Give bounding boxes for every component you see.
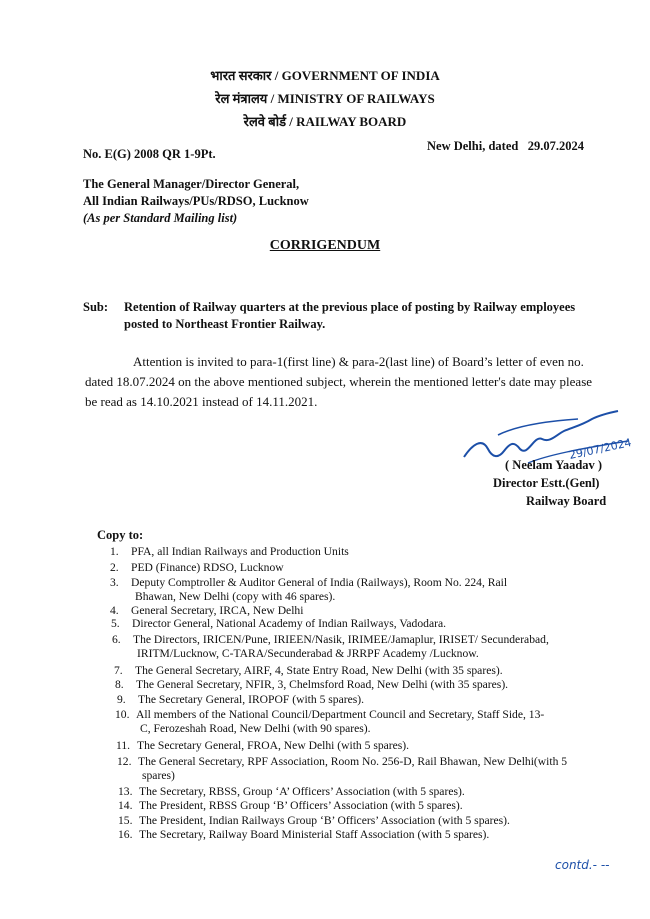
copy-to-item-line: The General Secretary, AIRF, 4, State Entry Road, New Delhi (with 35 spares). <box>135 664 503 677</box>
copy-to-item-line: The President, Indian Railways Group ‘B’ Officers’ Association (with 5 spares). <box>139 814 510 827</box>
copy-to-item-number: 11. <box>116 739 131 752</box>
signatory-name: ( Neelam Yaadav ) <box>505 458 603 472</box>
copy-to-item-line: Director General, National Academy of Indian Railways, Vadodara. <box>132 617 446 630</box>
copy-to-item-number: 10. <box>115 708 130 721</box>
copy-to-item-line: The General Secretary, RPF Association, Room No. 256-D, Rail Bhawan, New Delhi(with 5 <box>138 755 568 768</box>
header-line-government: भारत सरकार / GOVERNMENT OF INDIA <box>210 68 440 83</box>
copy-to-item-line: spares) <box>142 769 175 782</box>
copy-to-item-line: PED (Finance) RDSO, Lucknow <box>131 561 284 574</box>
copy-to-item-number: 13. <box>118 785 133 798</box>
copy-to-item-number: 7. <box>114 664 123 677</box>
copy-to-item-line: General Secretary, IRCA, New Delhi <box>131 604 304 617</box>
copy-to-item-line: The President, RBSS Group ‘B’ Officers’ Association (with 5 spares). <box>139 799 463 812</box>
copy-to-item-number: 6. <box>112 633 121 646</box>
subject-line-1: Retention of Railway quarters at the previous place of posting by Railway employees <box>124 300 576 314</box>
signatory-designation: Director Estt.(Genl) <box>493 476 600 490</box>
addressee-line-3: (As per Standard Mailing list) <box>83 211 238 225</box>
copy-to-item-number: 8. <box>115 678 124 691</box>
addressee-line-1: The General Manager/Director General, <box>83 177 300 191</box>
body-line-3: be read as 14.10.2021 instead of 14.11.2021. <box>85 394 318 409</box>
copy-to-item-number: 5. <box>111 617 120 630</box>
header-line-ministry: रेल मंत्रालय / MINISTRY OF RAILWAYS <box>215 91 435 106</box>
copy-to-item-number: 12. <box>117 755 132 768</box>
copy-to-item-line: The Secretary General, FROA, New Delhi (with 5 spares). <box>137 739 410 752</box>
copy-to-item-line: The General Secretary, NFIR, 3, Chelmsford Road, New Delhi (with 35 spares). <box>136 678 509 691</box>
copy-to-item-number: 2. <box>110 561 119 574</box>
reference-number: No. E(G) 2008 QR 1-9Pt. <box>83 147 216 161</box>
copy-to-item-line: The Secretary General, IROPOF (with 5 spares). <box>138 693 365 706</box>
dated-label: New Delhi, dated <box>427 139 519 153</box>
addressee-line-2: All Indian Railways/PUs/RDSO, Lucknow <box>83 194 309 208</box>
copy-to-item-number: 16. <box>118 828 133 841</box>
copy-to-item-number: 4. <box>110 604 119 617</box>
copy-to-item-line: The Secretary, Railway Board Ministerial Staff Association (with 5 spares). <box>139 828 490 841</box>
letter-date: 29.07.2024 <box>527 139 584 153</box>
copy-to-item-line: C, Ferozeshah Road, New Delhi (with 90 spares). <box>140 722 371 735</box>
header-line-board: रेलवे बोर्ड / RAILWAY BOARD <box>243 114 407 129</box>
copy-to-item-number: 1. <box>110 545 119 558</box>
body-line-1: Attention is invited to para-1(first line) & para-2(last line) of Board’s letter of even no. <box>133 354 584 369</box>
copy-to-item-line: Deputy Comptroller & Auditor General of India (Railways), Room No. 224, Rail <box>131 576 508 589</box>
copy-to-item-number: 15. <box>118 814 133 827</box>
copy-to-label: Copy to: <box>97 528 144 542</box>
continued-note: contd.- -- <box>555 858 610 872</box>
copy-to-item-line: IRITM/Lucknow, C-TARA/Secunderabad & JRRPF Academy /Lucknow. <box>137 647 479 660</box>
signatory-office: Railway Board <box>526 494 607 508</box>
copy-to-item-line: The Directors, IRICEN/Pune, IRIEEN/Nasik, IRIMEE/Jamaplur, IRISET/ Secunderabad, <box>133 633 549 646</box>
dated-line <box>427 139 584 154</box>
copy-to-item-line: Bhawan, New Delhi (copy with 46 spares). <box>135 590 336 603</box>
document-title: CORRIGENDUM <box>269 238 381 253</box>
copy-to-item-line: PFA, all Indian Railways and Production Units <box>131 545 349 558</box>
subject-label: Sub: <box>83 300 109 314</box>
subject-line-2: posted to Northeast Frontier Railway. <box>124 317 326 331</box>
body-line-2: dated 18.07.2024 on the above mentioned subject, wherein the mentioned letter's date may please <box>85 374 593 389</box>
copy-to-item-number: 3. <box>110 576 119 589</box>
copy-to-item-line: The Secretary, RBSS, Group ‘A’ Officers’ Association (with 5 spares). <box>139 785 465 798</box>
copy-to-item-number: 9. <box>117 693 126 706</box>
copy-to-item-line: All members of the National Council/Department Council and Secretary, Staff Side, 13- <box>136 708 545 721</box>
signature-date-scribble: 29/07/2024 <box>567 436 633 462</box>
copy-to-item-number: 14. <box>118 799 133 812</box>
